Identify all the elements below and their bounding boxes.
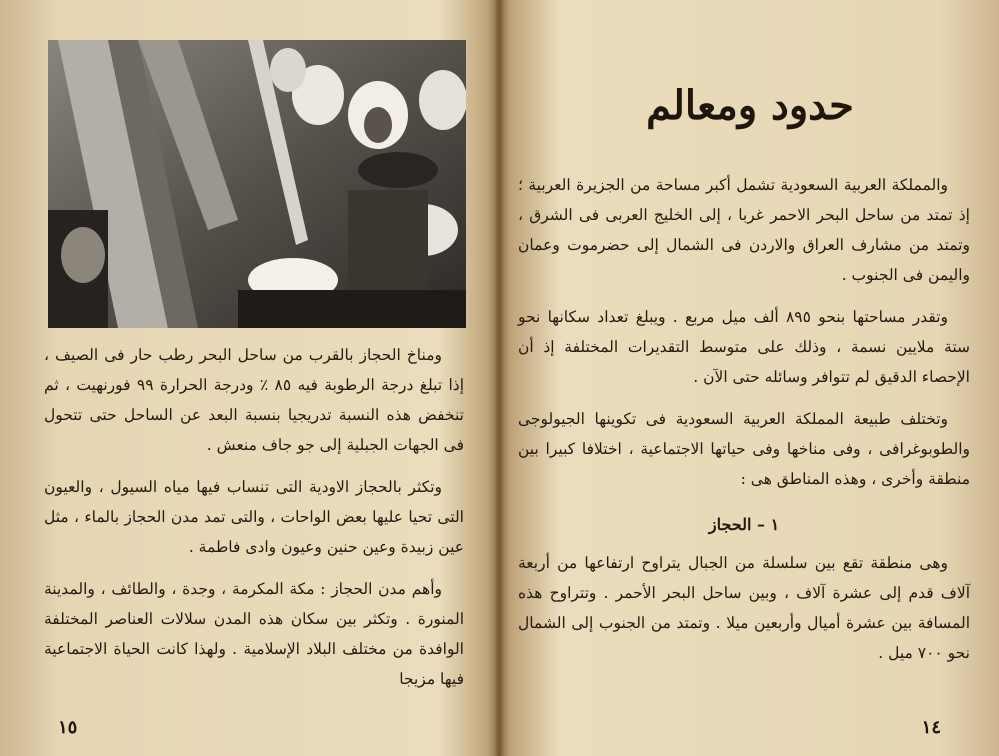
chapter-title: حدود ومعالم (646, 82, 854, 129)
paragraph: والمملكة العربية السعودية تشمل أكبر مساحة من الجزيرة العربية ؛ إذ تمتد من ساحل البحر الاحمر غربا ، إلى الخليج العربى فى الشرق ، وتمتد من مشارف العراق والاردن فى الشمال إلى حضرموت وعمان واليمن فى الجنوب . (518, 176, 970, 284)
left-body-text (44, 340, 464, 706)
paragraph: وأهم مدن الحجاز : مكة المكرمة ، وجدة ، والطائف ، والمدينة المنورة . وتكثر بين سكان هذه المدن سلالات العناصر المختلفة الوافدة من مختلف البلاد الإسلامية . ولهذا كانت الحياة الاجتماعية فيها مزيجا (44, 580, 464, 688)
photograph-image (48, 40, 466, 328)
paragraph: وهى منطقة تقع بين سلسلة من الجبال يتراوح ارتفاعها من أربعة آلاف قدم إلى عشرة آلاف ، وبين ساحل البحر الأحمر . وتتراوح هذه المسافة بين عشرة أميال وأربعين ميلا . وتمتد من الجنوب إلى الشمال نحو ٧٠٠ ميل . (518, 554, 970, 662)
paragraph: وتختلف طبيعة المملكة العربية السعودية فى تكوينها الجيولوجى والطوبوغرافى ، وفى مناخها وفى حياتها الاجتماعية ، اختلافا كبيرا بين منطقة وأخرى ، وهذه المناطق هى : (518, 410, 970, 488)
page-number: ١٤ (921, 717, 941, 738)
section-heading: ١ – الحجاز (708, 515, 780, 534)
photograph (48, 40, 466, 328)
page-number: ١٥ (58, 717, 78, 738)
right-page (500, 0, 999, 756)
paragraph: ومناخ الحجاز بالقرب من ساحل البحر رطب حار فى الصيف ، إذا تبلغ درجة الرطوبة فيه ٨٥ ٪ ودرجة الحرارة ٩٩ فورنهيت ، ثم تنخفض هذه النسبة تدريجيا بنسبة البعد عن الساحل حتى تتحول فى الجهات الجبلية إلى جو جاف منعش . (44, 346, 465, 454)
paragraph: وتكثر بالحجاز الاودية التى تنساب فيها مياه السيول ، والعيون التى تحيا عليها بعض الواحات ، والتى تمد مدن الحجاز بالماء ، مثل عين زبيدة وعين حنين وعيون وادى فاطمة . (44, 478, 464, 556)
right-body-text (518, 170, 970, 680)
left-page (0, 0, 495, 756)
paragraph: وتقدر مساحتها بنحو ٨٩٥ ألف ميل مربع . ويبلغ تعداد سكانها نحو ستة ملايين نسمة ، وذلك على متوسط التقديرات المختلفة إذ أن الإحصاء الدقيق لم تتوافر وسائله حتى الآن . (518, 308, 970, 386)
